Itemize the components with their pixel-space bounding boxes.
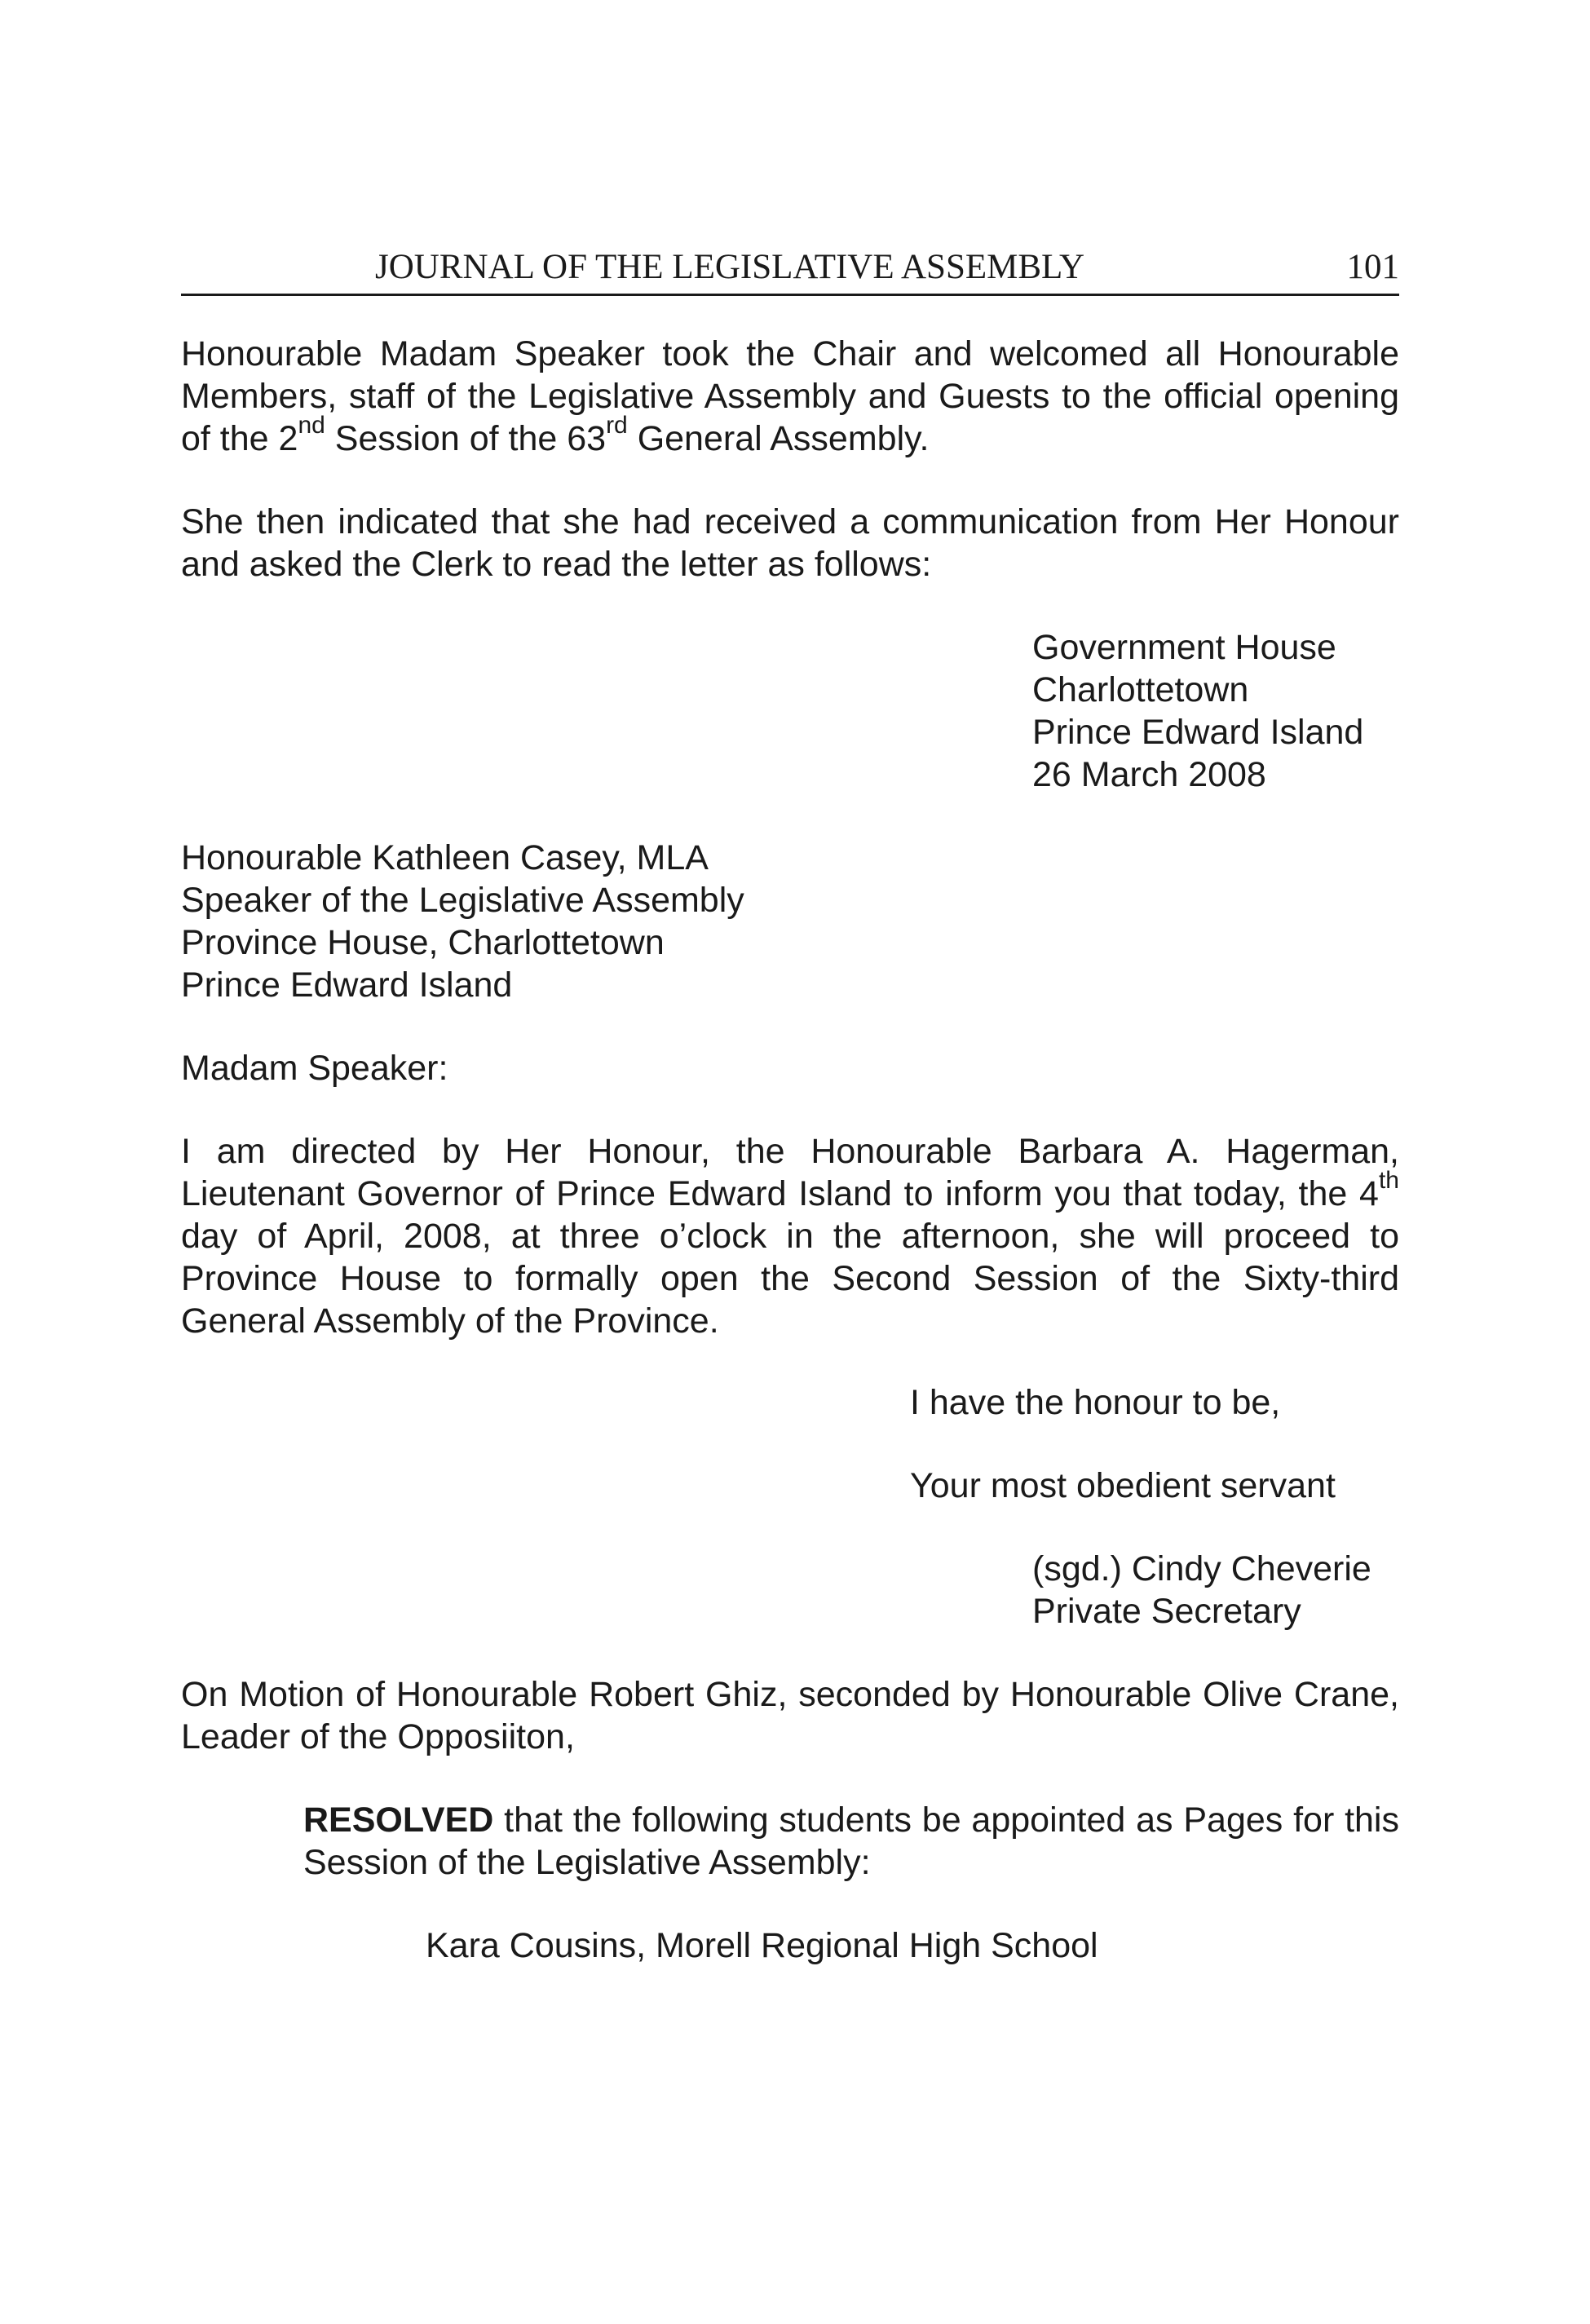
sender-address-line: Prince Edward Island xyxy=(1032,713,1364,752)
letter-date: 26 March 2008 xyxy=(1032,755,1266,794)
letter-body-text-1: I am directed by Her Honour, the Honourable Barbara A. Hagerman, Lieutenant Governor of Prince Edward Island to inform you that today, the 4 xyxy=(181,1132,1399,1213)
intro-text-3: General Assembly. xyxy=(627,419,930,458)
resolution-text: that the following students be appointed as Pages for this Session of the Legislative Assembly: xyxy=(303,1800,1399,1882)
page-appointee: Kara Cousins, Morell Regional High School xyxy=(426,1926,1098,1965)
salutation: Madam Speaker: xyxy=(181,1049,448,1088)
recipient-address-line: Honourable Kathleen Casey, MLA xyxy=(181,838,709,877)
ordinal-suffix: th xyxy=(1378,1166,1399,1194)
resolved-keyword: RESOLVED xyxy=(303,1800,494,1840)
signature-name: (sgd.) Cindy Cheverie xyxy=(1032,1549,1371,1588)
signature-block xyxy=(1032,1548,1371,1633)
intro-paragraph xyxy=(181,333,1399,460)
sender-address xyxy=(1032,626,1363,796)
running-header xyxy=(181,241,1399,296)
signature-title: Private Secretary xyxy=(1032,1592,1301,1631)
sender-address-line: Government House xyxy=(1032,628,1336,667)
recipient-address-line: Speaker of the Legislative Assembly xyxy=(181,881,744,920)
resolution-paragraph xyxy=(303,1799,1399,1884)
journal-title: JOURNAL OF THE LEGISLATIVE ASSEMBLY xyxy=(375,248,1085,286)
recipient-address xyxy=(181,837,744,1006)
ordinal-suffix: nd xyxy=(298,411,325,439)
closing-line: I have the honour to be, xyxy=(910,1383,1281,1422)
intro-text-1: Honourable Madam Speaker took the Chair and welcomed all Honourable Members, staff of the Legislative Assembly and Guests to the official opening of the 2 xyxy=(181,334,1399,458)
closing-line: Your most obedient servant xyxy=(910,1466,1336,1505)
recipient-address-line: Province House, Charlottetown xyxy=(181,923,665,962)
motion-paragraph: On Motion of Honourable Robert Ghiz, seconded by Honourable Olive Crane, Leader of the Opposiiton, xyxy=(181,1675,1399,1756)
letter-body-text-2: day of April, 2008, at three o’clock in the afternoon, she will proceed to Province House to formally open the Second Session of the Sixty-third General Assembly of the Province. xyxy=(181,1217,1399,1341)
letter-body xyxy=(181,1130,1399,1342)
recipient-address-line: Prince Edward Island xyxy=(181,965,513,1005)
intro-text-2: Session of the 63 xyxy=(325,419,607,458)
page-number: 101 xyxy=(1346,248,1399,286)
ordinal-suffix: rd xyxy=(606,411,628,439)
communication-paragraph: She then indicated that she had received a communication from Her Honour and asked the Clerk to read the letter as follows: xyxy=(181,502,1399,584)
sender-address-line: Charlottetown xyxy=(1032,670,1249,709)
